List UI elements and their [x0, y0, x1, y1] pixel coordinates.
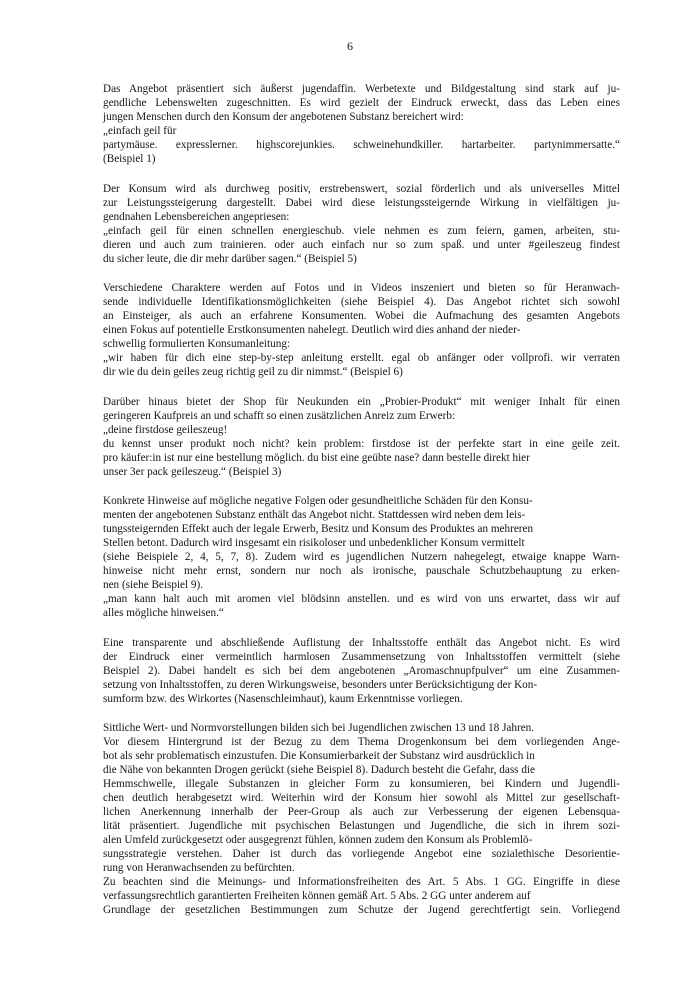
- text-line: hinweise nicht mehr ernst, sondern nur noch als ironische, pauschale Schutzbehauptung zu erken-: [103, 565, 620, 577]
- text-line: Zu beachten sind die Meinungs- und Informationsfreiheiten des Art. 5 Abs. 1 GG. Eingriffe in diese: [103, 876, 620, 888]
- text-line: gendliche Lebenswelten zugeschnitten. Es wird gezielt der Eindruck erweckt, dass das Leben eines: [103, 97, 620, 109]
- text-line: tungssteigernden Effekt auch der legale Erwerb, Besitz und Konsum des Produktes an mehreren: [103, 523, 534, 535]
- text-line: „wir haben für dich eine step-by-step anleitung erstellt. egal ob anfänger oder vollprofi. wir verraten: [103, 352, 620, 364]
- paragraph: [103, 82, 620, 166]
- text-line: Das Angebot präsentiert sich äußerst jugendaffin. Werbetexte und Bildgestaltung sind stark auf ju-: [103, 83, 620, 95]
- text-line: du sicher leute, die dir mehr darüber sagen.“ (Beispiel 5): [103, 252, 357, 265]
- paragraph: [103, 636, 620, 706]
- text-line: alles mögliche hinweisen.“: [103, 607, 224, 619]
- text-line: Vor diesem Hintergrund ist der Bezug zu dem Thema Drogenkonsum bei dem vorliegenden Ange-: [103, 736, 620, 748]
- text-line: rung von Heranwachsenden zu befürchten.: [103, 862, 295, 874]
- text-line: (siehe Beispiele 2, 4, 5, 7, 8). Zudem wird es jugendlichen Nutzern nahegelegt, etwaige knappe Warn-: [103, 551, 620, 563]
- text-line: partymäuse. expresslerner. highscorejunkies. schweinehundkiller. hartarbeiter. partynimmersatte.“: [103, 139, 620, 151]
- text-line: schwellig formulierten Konsumanleitung:: [103, 338, 291, 350]
- text-line: sungsstrategie verstehen. Daher ist durch das vorliegende Angebot eine sozialethische Desorientie-: [103, 848, 620, 860]
- paragraph: [103, 494, 620, 620]
- text-line: dieren und auch zum trainieren. oder auch einfach nur so zum spaß. und unter #geileszeug findest: [103, 238, 620, 251]
- text-line: chen deutlich herabgesetzt wird. Weiterhin wird der Konsum hier sowohl als Mittel zur gesellschaft-: [103, 792, 620, 804]
- text-line: Konkrete Hinweise auf mögliche negative Folgen oder gesundheitliche Schäden für den Konsu-: [103, 495, 533, 507]
- text-line: einen Fokus auf potentielle Erstkonsumenten nahelegt. Deutlich wird dies anhand der nieder-: [103, 324, 521, 336]
- text-line: die Nähe von bekannten Drogen gerückt (siehe Beispiel 8). Dadurch besteht die Gefahr, dass die: [103, 764, 535, 776]
- text-line: nen (siehe Beispiel 9).: [103, 579, 204, 591]
- text-line: Hemmschwelle, illegale Substanzen in gleicher Form zu konsumieren, bei Kindern und Jugendli-: [103, 778, 620, 790]
- text-line: setzung von Inhaltsstoffen, zu deren Wirkungsweise, besonders unter Berücksichtigung der Kon-: [103, 678, 538, 691]
- text-line: alen Umfeld zurückgesetzt oder ausgegrenzt fühlen, können zudem den Konsum als Problemlö-: [103, 834, 533, 846]
- text-line: an Einsteiger, als auch an erfahrene Konsumenten. Wobei die Aufmachung des gesamten Angebots: [103, 310, 620, 322]
- text-line: „einfach geil für einen schnellen energieschub. viele nehmen es zum feiern, gamen, arbeiten, stu-: [103, 224, 620, 237]
- text-line: Eine transparente und abschließende Auflistung der Inhaltsstoffe enthält das Angebot nicht. Es wird: [103, 636, 620, 649]
- text-line: menten der angebotenen Substanz enthält das Angebot nicht. Stattdessen wird neben dem leis-: [103, 509, 526, 521]
- text-line: Stellen betont. Dadurch wird insgesamt ein risikoloser und unbedenklicher Konsum vermittelt: [103, 537, 525, 549]
- paragraph: [103, 182, 620, 266]
- text-line: verfassungsrechtlich garantierten Freiheiten können gemäß Art. 5 Abs. 2 GG unter anderem auf: [103, 890, 531, 902]
- text-line: Der Konsum wird als durchweg positiv, erstrebenswert, sozial förderlich und als universelles Mittel: [103, 182, 620, 195]
- text-line: jungen Menschen durch den Konsum der angebotenen Substanz bereichert wird:: [103, 111, 464, 123]
- text-line: lität präsentiert. Jugendliche mit psychischen Belastungen und Jugendliche, die sich in ihrem sozi-: [103, 820, 620, 832]
- text-line: unser 3er pack geileszeug.“ (Beispiel 3): [103, 465, 282, 478]
- text-line: Darüber hinaus bietet der Shop für Neukunden ein „Probier-Produkt“ mit weniger Inhalt für einen: [103, 395, 620, 408]
- text-line: dir wie du dein geiles zeug richtig geil zu dir nimmst.“ (Beispiel 6): [103, 366, 403, 378]
- text-line: sumform bzw. des Wirkortes (Nasenschleimhaut), kaum Erkenntnisse vorliegen.: [103, 692, 463, 705]
- text-line: „deine firstdose geileszeug!: [103, 423, 228, 436]
- text-line: „man kann halt auch mit aromen viel blödsinn anstellen. und es wird von uns erwartet, dass wir auf: [103, 593, 620, 605]
- text-line: Grundlage der gesetzlichen Bestimmungen zum Schutze der Jugend gerechtfertigt sein. Vorliegend: [103, 904, 620, 916]
- text-line: zur Leistungssteigerung dargestellt. Dabei wird diese leistungssteigernde Wirkung in vielfältigen ju-: [103, 196, 620, 209]
- paragraph: [103, 721, 620, 917]
- text-line: lichen Anerkennung innerhalb der Peer-Group als auch zur Verbesserung der eigenen Lebensqua-: [103, 806, 620, 818]
- paragraph: [103, 395, 620, 479]
- text-line: Sittliche Wert- und Normvorstellungen bilden sich bei Jugendlichen zwischen 13 und 18 Jahren.: [103, 722, 535, 734]
- text-line: Verschiedene Charaktere werden auf Fotos und in Videos inszeniert und bieten so für Heranwach-: [103, 282, 620, 294]
- text-line: pro käufer:in ist nur eine bestellung möglich. du bist eine geübte nase? dann bestelle direkt hier: [103, 451, 530, 464]
- paragraph: [103, 281, 620, 379]
- text-line: gendnahen Lebensbereichen angepriesen:: [103, 210, 290, 223]
- text-line: bot als sehr problematisch einzustufen. Die Konsumierbarkeit der Substanz wird ausdrücklich in: [103, 750, 535, 762]
- text-line: der Eindruck einer vermeintlich harmlosen Zusammensetzung von Inhaltsstoffen vermittelt (siehe: [103, 650, 620, 663]
- text-line: Beispiel 2). Dabei handelt es sich bei dem angebotenen „Aromaschnupfpulver“ um eine Zusammen-: [103, 664, 620, 677]
- document-body: [103, 82, 620, 917]
- text-line: geringeren Kaufpreis an und schafft so einen zusätzlichen Anreiz zum Erwerb:: [103, 409, 456, 422]
- text-line: (Beispiel 1): [103, 153, 156, 165]
- text-line: „einfach geil für: [103, 125, 177, 137]
- text-line: sende individuelle Identifikationsmöglichkeiten (siehe Beispiel 4). Das Angebot richtet sich sowohl: [103, 296, 620, 308]
- text-line: du kennst unser produkt noch nicht? kein problem: firstdose ist der perfekte start in eine geile zeit.: [103, 437, 620, 450]
- page-number: 6: [347, 39, 353, 53]
